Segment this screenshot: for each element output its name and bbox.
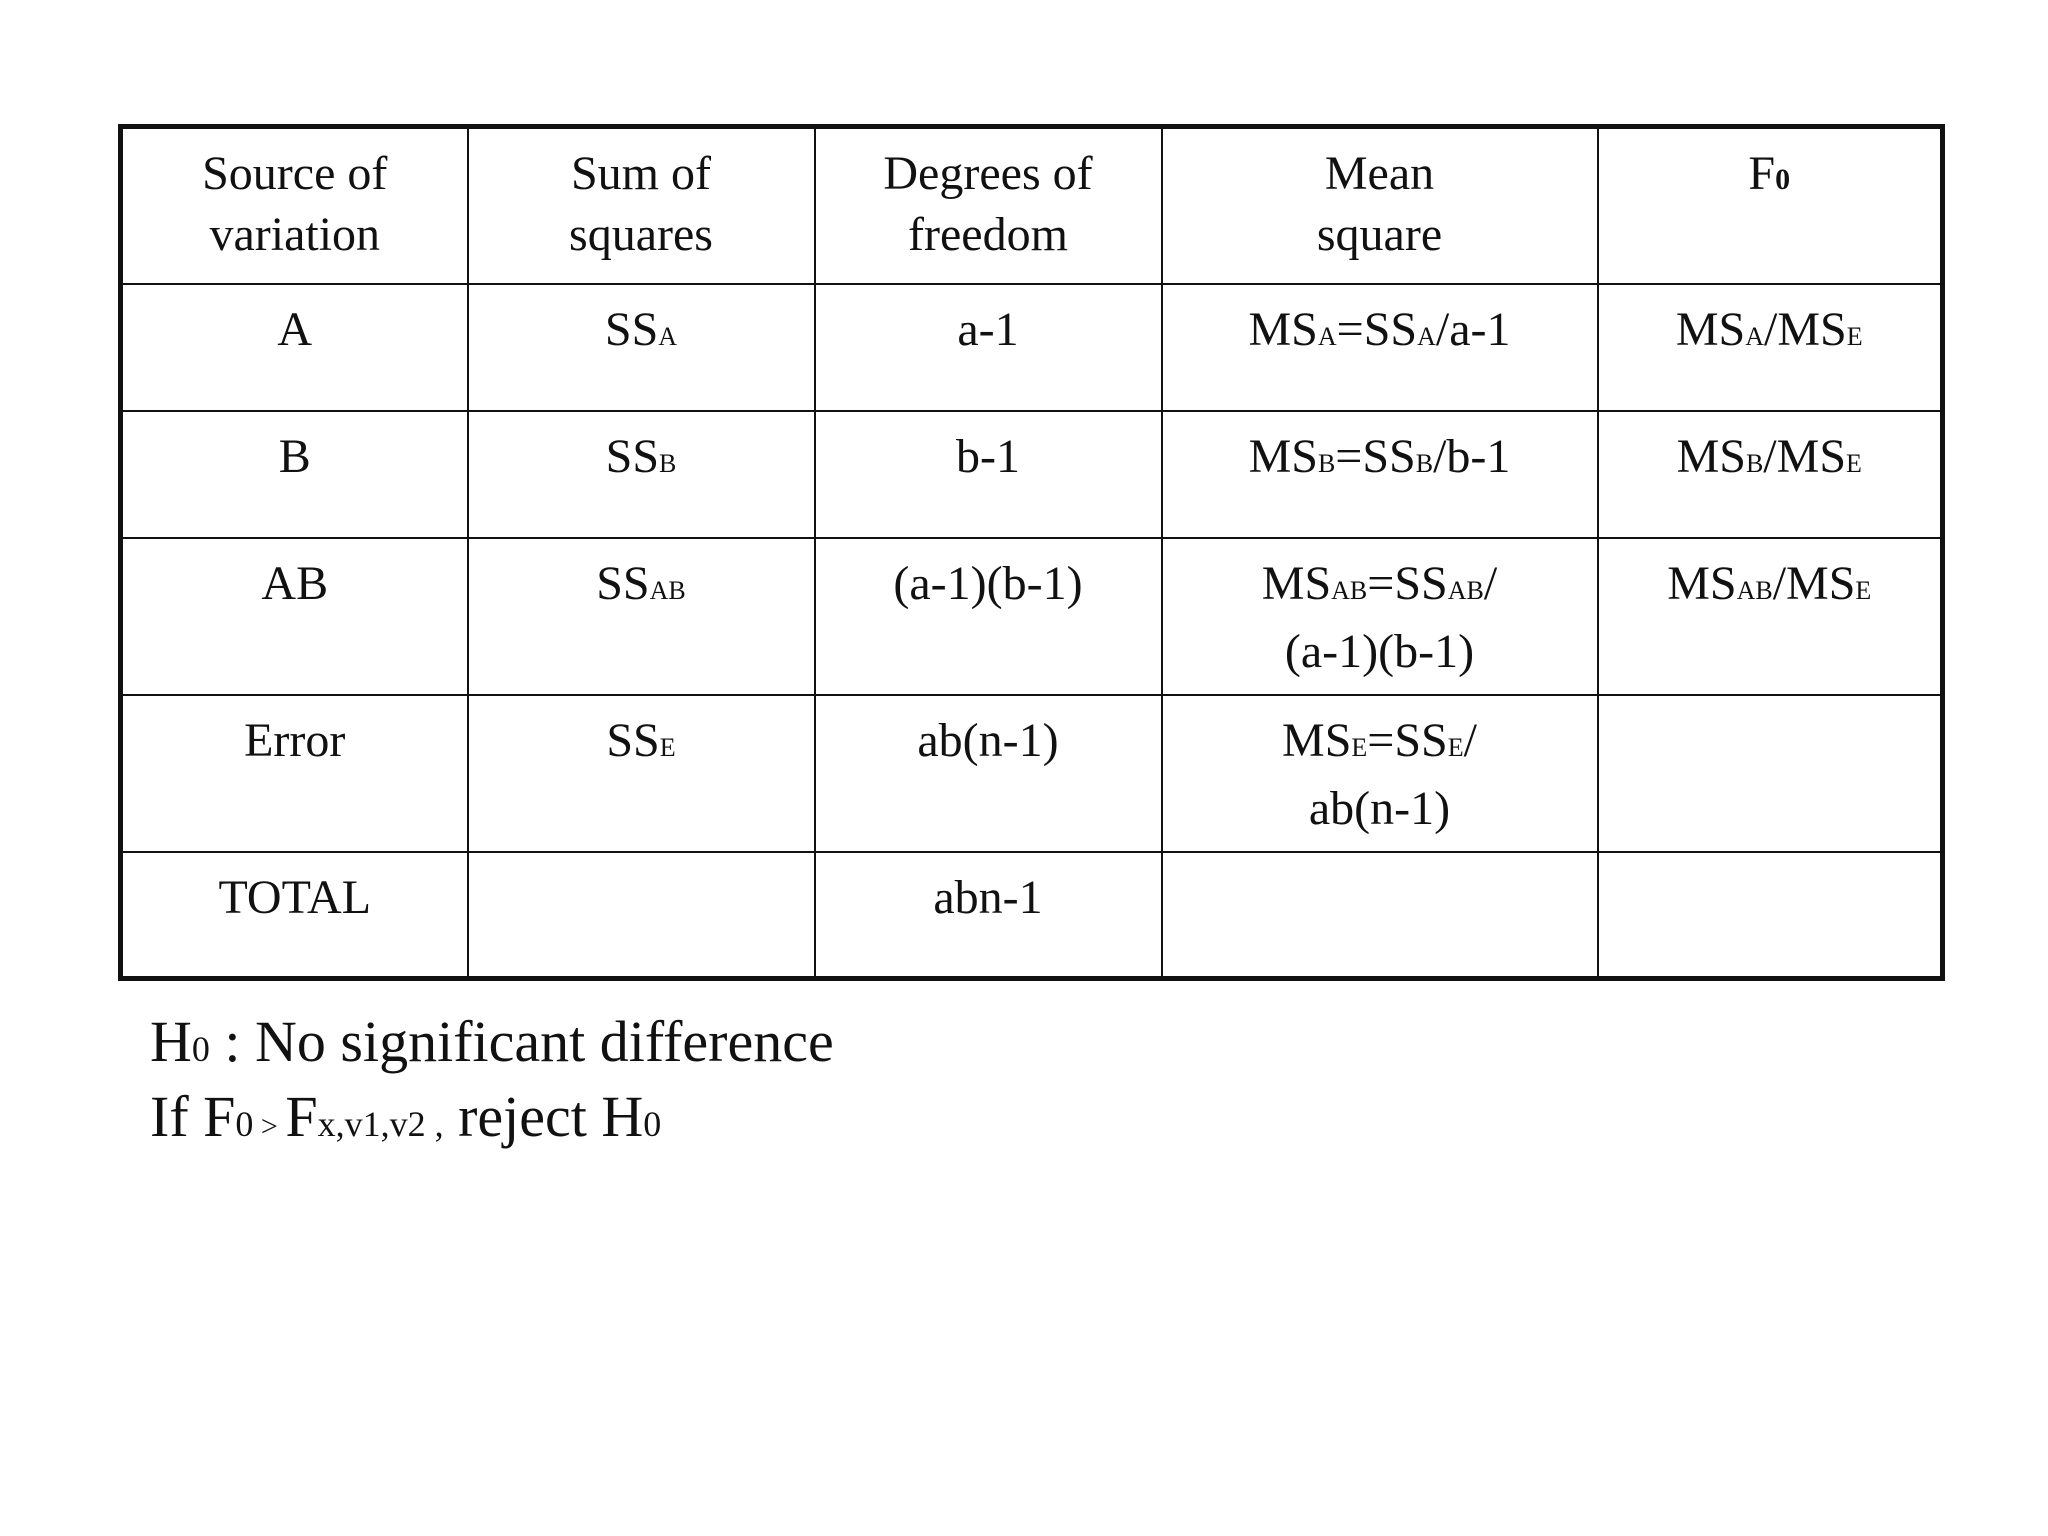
cell-ms — [1162, 284, 1598, 411]
subscript-text: AB — [1736, 575, 1773, 605]
header-mean-square: Mean square — [1162, 127, 1598, 284]
cell-source: AB — [121, 538, 468, 695]
formula-text: / — [1463, 713, 1477, 767]
cell-source: Error — [121, 695, 468, 852]
formula-text: / — [1483, 556, 1498, 610]
cell-f — [1598, 411, 1943, 538]
anova-table — [118, 124, 1945, 981]
subscript-text: A — [1417, 321, 1436, 351]
cell-df: a-1 — [815, 284, 1162, 411]
subscript-text: E — [1351, 732, 1368, 762]
subscript-text: E — [1855, 575, 1872, 605]
cell-f — [1598, 852, 1943, 979]
cell-df: b-1 — [815, 411, 1162, 538]
hypothesis-notes — [150, 1008, 834, 1161]
formula-text: MS — [1282, 713, 1352, 767]
subscript-text: A — [1317, 321, 1337, 351]
formula-text: MS — [1676, 429, 1746, 483]
cell-source: A — [121, 284, 468, 411]
cell-f — [1598, 538, 1943, 695]
formula-text: =SS — [1367, 713, 1448, 767]
cell-ss: SSAB — [468, 538, 815, 695]
formula-text: /MS — [1764, 302, 1847, 356]
formula-text: MS — [1248, 302, 1318, 356]
cell-ms: MSE=SSE/ ab(n-1) — [1162, 695, 1598, 852]
table-row — [121, 284, 1943, 411]
formula-text: =SS — [1367, 556, 1448, 610]
formula-text: /MS — [1772, 556, 1856, 610]
subscript-text: B — [1317, 448, 1336, 478]
subscript-text: AB — [1331, 575, 1368, 605]
cell-source: TOTAL — [121, 852, 468, 979]
header-source: Source of variation — [121, 127, 468, 284]
subscript-text: E — [1447, 732, 1464, 762]
formula-text: MS — [1675, 302, 1746, 356]
formula-text: =SS — [1335, 429, 1416, 483]
formula-text: MS — [1248, 429, 1318, 483]
cell-ss: SSA — [468, 284, 815, 411]
cell-ms — [1162, 411, 1598, 538]
cell-ss: SSB — [468, 411, 815, 538]
cell-ms: MSAB=SSAB/ (a-1)(b-1) — [1162, 538, 1598, 695]
cell-df: ab(n-1) — [815, 695, 1162, 852]
table-row — [121, 695, 1943, 852]
table-row — [121, 411, 1943, 538]
cell-source: B — [121, 411, 468, 538]
decision-rule: If F0 > Fx,v1,v2 , reject H0 — [150, 1084, 662, 1149]
header-f0: F0 — [1598, 127, 1943, 284]
subscript-text: E — [1846, 448, 1862, 478]
header-degrees-of-freedom: Degrees of freedom — [815, 127, 1162, 284]
subscript-text: A — [1745, 321, 1765, 351]
subscript-text: B — [1745, 448, 1764, 478]
cell-f — [1598, 695, 1943, 852]
formula-text: /MS — [1763, 429, 1847, 483]
table-row — [121, 852, 1943, 979]
table-row — [121, 538, 1943, 695]
header-row — [121, 127, 1943, 284]
cell-df: abn-1 — [815, 852, 1162, 979]
formula-text: MS — [1667, 556, 1737, 610]
formula-text: /b-1 — [1433, 429, 1511, 483]
formula-text: /a-1 — [1435, 302, 1511, 356]
cell-df: (a-1)(b-1) — [815, 538, 1162, 695]
subscript-text: E — [1846, 321, 1863, 351]
cell-ms — [1162, 852, 1598, 979]
formula-text: MS — [1261, 556, 1332, 610]
null-hypothesis: H0 : No significant difference — [150, 1009, 834, 1074]
subscript-text: AB — [1447, 575, 1484, 605]
cell-ss — [468, 852, 815, 979]
cell-f — [1598, 284, 1943, 411]
cell-ss: SSE — [468, 695, 815, 852]
header-sum-of-squares: Sum of squares — [468, 127, 815, 284]
formula-text: =SS — [1336, 302, 1418, 356]
subscript-text: B — [1415, 448, 1434, 478]
